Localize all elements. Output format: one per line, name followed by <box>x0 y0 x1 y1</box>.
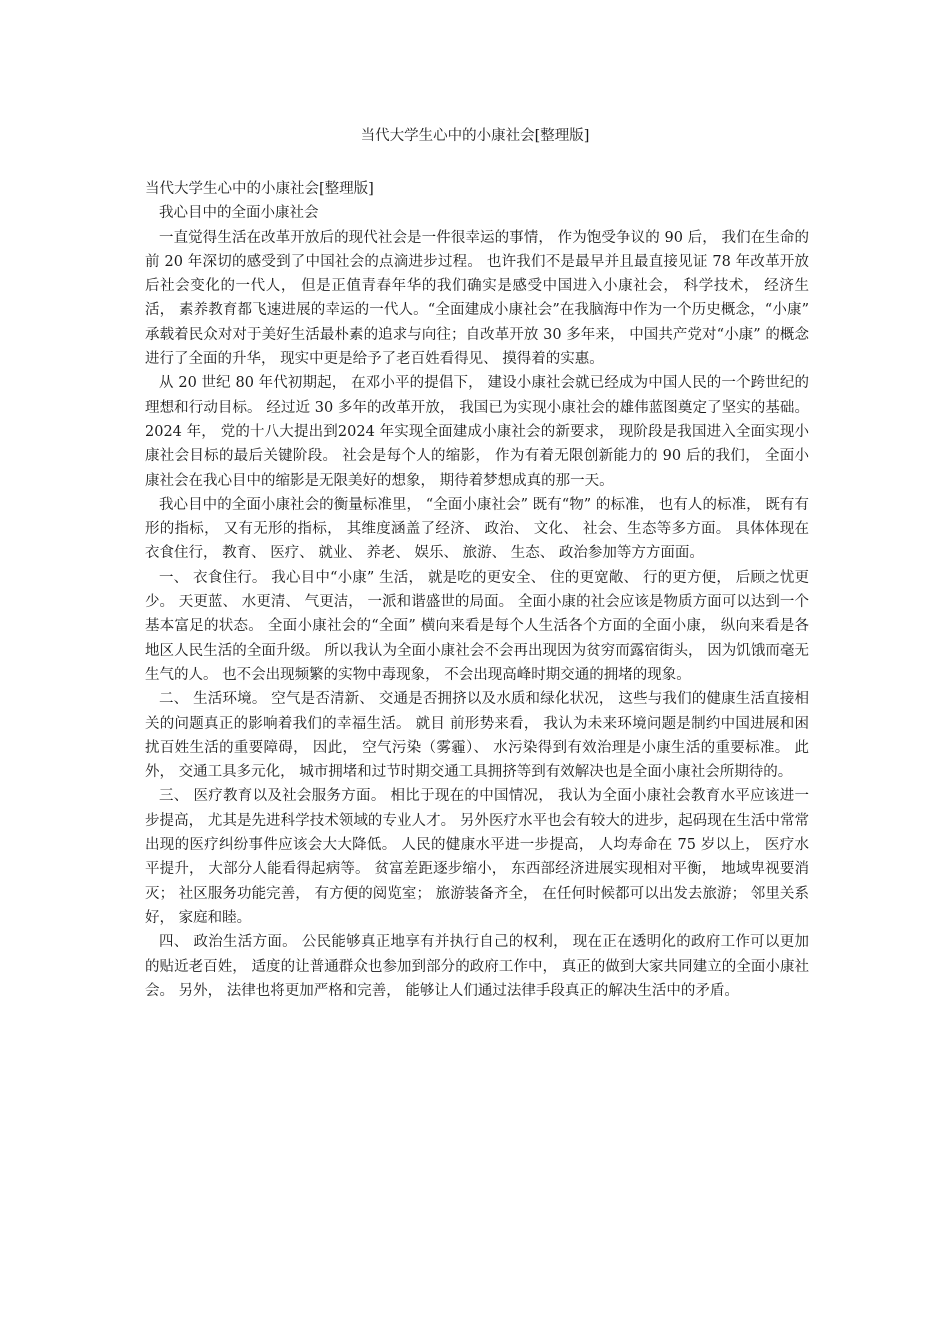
document-heading: 当代大学生心中的小康社会[整理版] <box>145 181 374 197</box>
paragraph-section-1: 一、 衣食住行。 我心目中“小康” 生活， 就是吃的更安全、 住的更宽敞、 行的更方便， 后顾之忧更少。 天更蓝、 水更清、 气更洁， 一派和谐盛世的局面。 全面小康的社会应该是物质方面可以达到一个基本富足的状态。 全面小康社会的“全面” 横向来看是每个人生活各个方面的全面小康， 纵向来看是各地区人民生活的全面升级。 所以我认为全面小康社会不会再出现因为贫穷而露宿街头， 因为饥饿而毫无生气的人。 也不会出现频繁的实物中毒现象， 不会出现高峰时期交通的拥堵的现象。 <box>145 569 809 683</box>
page-title: 当代大学生心中的小康社会[整理版] <box>360 128 590 144</box>
paragraph-section-3: 三、 医疗教育以及社会服务方面。 相比于现在的中国情况， 我认为全面小康社会教育水平应该进一步提高， 尤其是先进科学技术领域的专业人才。 另外医疗水平也会有较大的进步，起码现在生活中常常出现的医疗纠纷事件应该会大大降低。 人民的健康水平进一步提高， 人均寿命在 75 岁以上， 医疗水平提升， 大部分人能看得起病等。 贫富差距逐步缩小， 东西部经济进展实现相对平衡， 地域卑视要消灭； 社区服务功能完善， 有方便的阅览室； 旅游装备齐全， 在任何时候都可以出发去旅游； 邻里关系好， 家庭和睦。 <box>145 788 809 926</box>
document-body <box>145 177 809 1003</box>
document-subheading: 我心目中的全面小康社会 <box>159 205 319 222</box>
paragraph-section-4: 四、 政治生活方面。 公民能够真正地享有并执行自己的权利， 现在正在透明化的政府工作可以更加的贴近老百姓， 适度的让普通群众也参加到部分的政府工作中， 真正的做到大家共同建立的全面小康社会。 另外， 法律也将更加严格和完善， 能够让人们通过法律手段真正的解决生活中的矛盾。 <box>145 934 809 999</box>
paragraph-section-2: 二、 生活环境。 空气是否清新、 交通是否拥挤以及水质和绿化状况， 这些与我们的健康生活直接相关的问题真正的影响着我们的幸福生活。 就目 前形势来看， 我认为未来环境问题是制约中国进展和困扰百姓生活的重要障碍， 因此， 空气污染（雾霾）、 水污染得到有效治理是小康生活的重要标准。 此外， 交通工具多元化， 城市拥堵和过节时期交通工具拥挤等到有效解决也是全面小康社会所期待的。 <box>145 691 809 781</box>
paragraph-intro: 一直觉得生活在改革开放后的现代社会是一件很幸运的事情， 作为饱受争议的 90 后， 我们在生命的前 20 年深切的感受到了中国社会的点滴进步过程。 也许我们不是最早并且最直接见证 78 年改革开放后社会变化的一代人， 但是正值青春年华的我们确实是感受中国进入小康社会， 科学技术， 经济生活， 素养教育都飞速进展的幸运的一代人。“全面建成小康社会”在我脑海中作为一个历史概念，“小康” 承载着民众对对于美好生活最朴素的追求与向往；自改革开放 30 多年来， 中国共产党对“小康” 的概念进行了全面的升华， 现实中更是给予了老百姓看得见、 摸得着的实惠。 <box>145 229 809 368</box>
paragraph-standards: 我心目中的全面小康社会的衡量标准里， “全面小康社会” 既有“物” 的标准， 也有人的标准， 既有有形的指标， 又有无形的指标， 其维度涵盖了经济、 政治、 文化、 社会、生态等多方面。 具体体现在衣食住行， 教育、 医疗、 就业、 养老、 娱乐、 旅游、 生态、 政治参加等方方面面。 <box>145 496 809 562</box>
paragraph-history: 从 20 世纪 80 年代初期起， 在邓小平的提倡下， 建设小康社会就已经成为中国人民的一个跨世纪的理想和行动目标。 经过近 30 多年的改革开放， 我国已为实现小康社会的雄伟蓝图奠定了坚实的基础。 2024 年， 党的十八大提出到2024 年实现全面建成小康社会的新要求， 现阶段是我国进入全面实现小康社会目标的最后关键阶段。 社会是每个人的缩影， 作为有着无限创新能力的 90 后的我们， 全面小康社会在我心目中的缩影是无限美好的想象， 期待着梦想成真的那一天。 <box>145 375 809 489</box>
